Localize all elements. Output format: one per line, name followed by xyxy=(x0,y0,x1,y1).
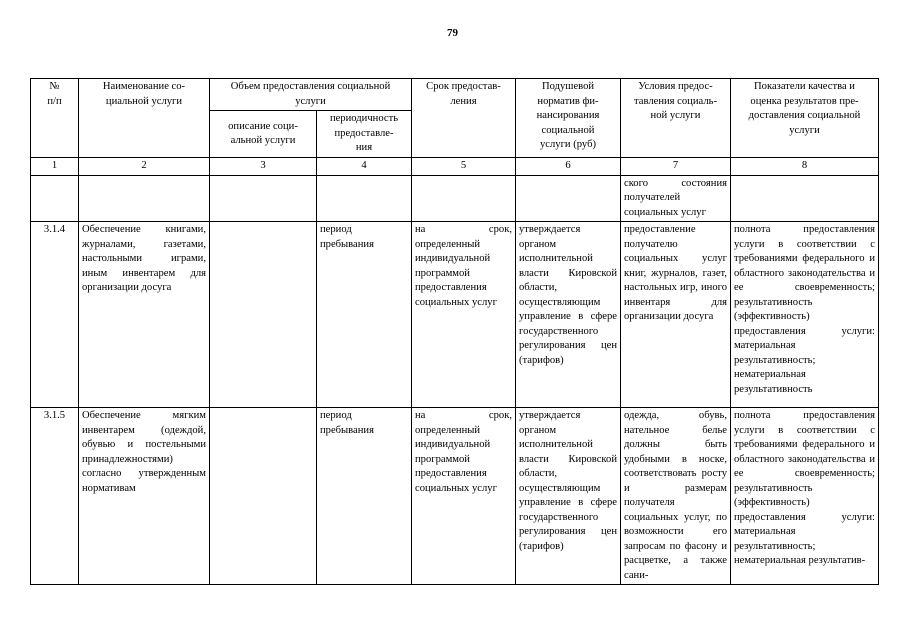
col-number: 4 xyxy=(317,158,412,176)
header-volume: Объем предоставления социальной услуги xyxy=(210,79,412,111)
continuation-row xyxy=(31,175,879,222)
cell-period: период пребывания xyxy=(317,222,412,408)
header-conditions: Условия предос- тавления социаль- ной услуги xyxy=(621,79,731,158)
page-number: 79 xyxy=(447,27,458,39)
cell-quality: полнота предоставления услуги в соответствии с требованиями федерального и областного законодательства и ее своевременность; результативность (эффективность) предоставления услуги: материальная результативность; нематериальная результатив- xyxy=(731,408,879,585)
cell-name: Обеспечение мягким инвентарем (одеждой, обувью и постельными принадлежностями) согласно утвержденным нормативам xyxy=(79,408,210,585)
cell-empty xyxy=(516,175,621,222)
header-vol-period: периодичность предоставле- ния xyxy=(317,111,412,158)
table-row xyxy=(31,408,879,585)
cell-empty xyxy=(731,175,879,222)
cell-norm: утверждается органом исполнительной власти Кировской области, осуществляющим управление в сфере государственного регулирования цен (тарифов) xyxy=(516,222,621,408)
header-vol-desc: описание соци- альной услуги xyxy=(210,111,317,158)
header-term: Срок предостав- ления xyxy=(412,79,516,158)
cell-period: период пребывания xyxy=(317,408,412,585)
cell-norm: утверждается органом исполнительной власти Кировской области, осуществляющим управление в сфере государственного регулирования цен (тарифов) xyxy=(516,408,621,585)
cell-num: 3.1.4 xyxy=(31,222,79,408)
col-number: 3 xyxy=(210,158,317,176)
header-name: Наименование со- циальной услуги xyxy=(79,79,210,158)
cell-num: 3.1.5 xyxy=(31,408,79,585)
cell-quality: полнота предоставления услуги в соответствии с требованиями федерального и областного законодательства и ее своевременность; результативность (эффективность) предоставления услуги: материальная результативность; нематериальная результативность xyxy=(731,222,879,408)
col-number: 6 xyxy=(516,158,621,176)
cell-conditions: одежда, обувь, нательное белье должны быть удобными в носке, соответствовать росту и размерам получателя социальных услуг, по возможности его запросам по фасону и расцветке, а также сани- xyxy=(621,408,731,585)
cell-empty xyxy=(31,175,79,222)
table-row xyxy=(31,222,879,408)
cell-term: на срок, определенный индивидуальной программой предоставления социальных услуг xyxy=(412,222,516,408)
col-number: 8 xyxy=(731,158,879,176)
cell-conditions: предоставление получателю социальных услуг книг, журналов, газет, настольных игр, иного инвентаря для организации досуга xyxy=(621,222,731,408)
column-numbers-row xyxy=(31,158,879,176)
header-num: № п/п xyxy=(31,79,79,158)
header-norm: Подушевой норматив фи- нансирования социальной услуги (руб) xyxy=(516,79,621,158)
col-number: 1 xyxy=(31,158,79,176)
col-number: 2 xyxy=(79,158,210,176)
col-number: 5 xyxy=(412,158,516,176)
col-number: 7 xyxy=(621,158,731,176)
cell-empty xyxy=(79,175,210,222)
cell-empty xyxy=(317,175,412,222)
cell-conditions: ского состояния получателей социальных услуг xyxy=(621,175,731,222)
cell-empty xyxy=(412,175,516,222)
cell-name: Обеспечение книгами, журналами, газетами, настольными играми, иным инвентарем для организации досуга xyxy=(79,222,210,408)
cell-desc xyxy=(210,222,317,408)
cell-empty xyxy=(210,175,317,222)
header-quality: Показатели качества и оценка результатов пре- доставления социальной услуги xyxy=(731,79,879,158)
cell-desc xyxy=(210,408,317,585)
cell-term: на срок, определенный индивидуальной программой предоставления социальных услуг xyxy=(412,408,516,585)
services-table xyxy=(30,78,879,585)
header-row xyxy=(31,79,879,111)
